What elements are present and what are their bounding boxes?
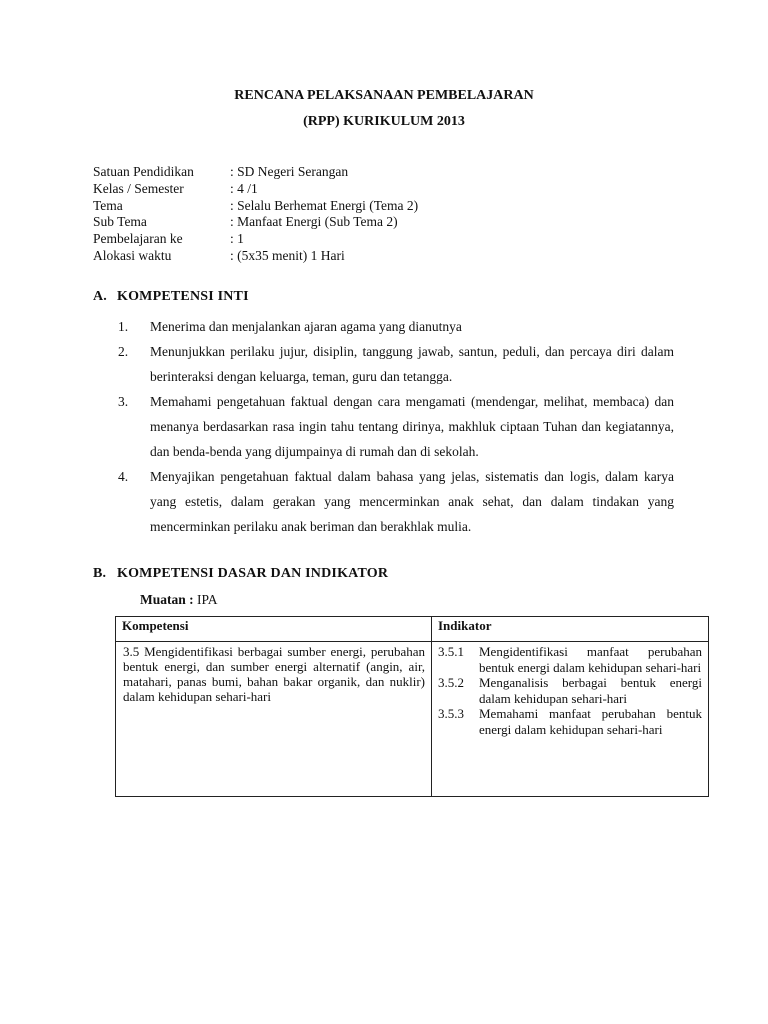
indikator-number: 3.5.3 [438,706,464,721]
info-row [93,164,418,181]
info-label: Kelas / Semester [93,180,184,196]
indikator-item [438,675,702,706]
section-heading-kompetensi-dasar [93,566,388,582]
list-number: 4. [118,469,129,484]
list-item [118,314,674,339]
info-row [93,214,418,231]
muatan-value: IPA [197,592,218,607]
section-letter: A. [93,289,108,304]
kompetensi-table [115,616,709,797]
info-value: : SD Negeri Serangan [230,164,349,179]
info-value: : Manfaat Energi (Sub Tema 2) [230,214,398,230]
info-row [93,181,418,198]
section-heading-kompetensi-inti [93,289,249,305]
indikator-number: 3.5.1 [438,644,464,659]
indikator-cell [432,642,709,797]
indikator-text: Memahami manfaat perubahan bentuk energi dalam kehidupan sehari-hari [479,706,702,737]
muatan-label: Muatan : [140,592,194,607]
info-value: : (5x35 menit) 1 Hari [230,247,345,263]
list-number: 2. [118,344,129,359]
indikator-number: 3.5.2 [438,675,464,690]
indikator-item [438,644,702,675]
indikator-item [438,706,702,737]
list-number: 1. [118,319,129,334]
list-text: Menerima dan menjalankan ajaran agama yang dianutnya [150,319,462,334]
info-label: Tema [93,197,123,213]
kompetensi-cell: 3.5 Mengidentifikasi berbagai sumber energi, perubahan bentuk energi, dan sumber energi alternatif (angin, air, matahari, panas bumi, bahan bakar organik, dan nuklir) dalam kehidupan sehari-hari [116,642,432,797]
section-title: KOMPETENSI INTI [117,289,249,304]
list-item [118,464,674,539]
kompetensi-inti-list [118,314,674,539]
info-value: : 4 /1 [230,180,258,196]
info-label: Alokasi waktu [93,247,172,263]
muatan-line [140,592,218,608]
document-subtitle: (RPP) KURIKULUM 2013 [303,114,465,129]
list-text: Menyajikan pengetahuan faktual dalam bahasa yang jelas, sistematis dan logis, dalam karya yang estetis, dalam gerakan yang mencerminkan anak sehat, dan dalam tindakan yang mencerminkan perilaku anak beriman dan berakhlak mulia. [150,469,674,534]
info-row [93,248,418,265]
document-title: RENCANA PELAKSANAAN PEMBELAJARAN [234,88,534,103]
column-header-kompetensi: Kompetensi [116,617,432,642]
section-letter: B. [93,566,107,581]
info-label: Sub Tema [93,214,147,230]
table-row [116,642,709,797]
indikator-text: Menganalisis berbagai bentuk energi dalam kehidupan sehari-hari [479,675,702,706]
list-item [118,339,674,389]
list-text: Menunjukkan perilaku jujur, disiplin, tanggung jawab, santun, peduli, dan percaya diri dalam berinteraksi dengan keluarga, teman, guru dan tetangga. [150,344,674,384]
info-value: : 1 [230,231,244,247]
indikator-text: Mengidentifikasi manfaat perubahan bentuk energi dalam kehidupan sehari-hari [479,644,702,675]
info-row [93,198,418,215]
info-label: Satuan Pendidikan [93,164,194,179]
info-value: : Selalu Berhemat Energi (Tema 2) [230,197,419,213]
column-header-indikator: Indikator [432,617,709,642]
table-header-row [116,617,709,642]
list-number: 3. [118,394,129,409]
info-label: Pembelajaran ke [93,231,183,247]
list-text: Memahami pengetahuan faktual dengan cara mengamati (mendengar, melihat, membaca) dan menanya berdasarkan rasa ingin tahu tentang dirinya, makhluk ciptaan Tuhan dan kegiatannya, dan benda-benda yang dijumpainya di rumah dan di sekolah. [150,394,674,459]
section-title: KOMPETENSI DASAR DAN INDIKATOR [117,566,389,581]
info-row [93,231,418,248]
list-item [118,389,674,464]
identity-block [93,164,418,265]
